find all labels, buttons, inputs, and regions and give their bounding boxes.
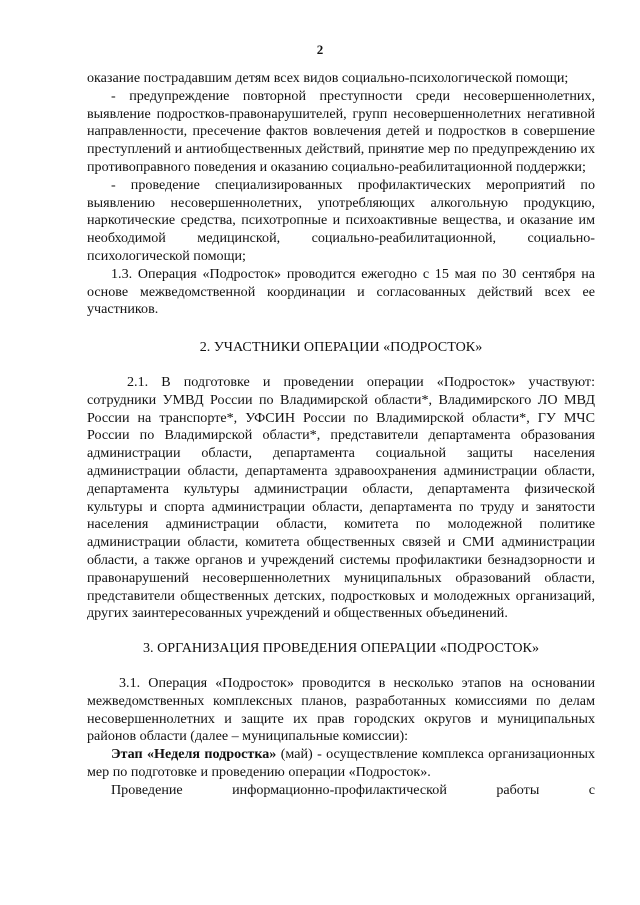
paragraph: 2.1. В подготовке и проведении операции «Подросток» участвуют: сотрудники УМВД России по Владимирской области*, Владимирского ЛО МВД России на транспорте*, УФСИН России по Владимирской области*, ГУ МЧС России по Владимирской области*, представители департамента образования администрации области, департамента социальной защиты населения администрации области, департамента здравоохранения администрации области, департамента культуры администрации области, департамента физической культуры и спорта администрации области, департамента по труду и занятости населения администрации области, комитета по молодежной политике администрации области, комитета общественных связей и СМИ администрации области, а также органов и учреждений системы профилактики безнадзорности и правонарушений несовершеннолетних муниципальных образований области, представители общественных детских, подростковых и молодежных организаций, других заинтересованных учреждений и общественных объединений.: [87, 373, 595, 622]
paragraph: оказание пострадавшим детям всех видов социально-психологической помощи;: [87, 70, 569, 86]
document-body: [87, 70, 595, 799]
page-number: 2: [316, 42, 324, 57]
list-item: - предупреждение повторной преступности среди несовершеннолетних, выявление подростков-правонарушителей, групп несовершеннолетних негативной направленности, пресечение фактов вовлечения детей и подростков в совершение преступлений и антиобщественных действий, принятие мер по предупреждению их противоправного поведения и оказанию социально-реабилитационной поддержки;: [87, 87, 595, 175]
paragraph: 3.1. Операция «Подросток» проводится в несколько этапов на основании межведомственных комплексных планов, разработанных комиссиями по делам несовершеннолетних и защите их прав городских округов и муниципальных районов области (далее – муниципальные комиссии):: [87, 674, 595, 745]
section-heading: 2. УЧАСТНИКИ ОПЕРАЦИИ «ПОДРОСТОК»: [199, 339, 483, 356]
paragraph: [87, 746, 595, 782]
section-heading: 3. ОРГАНИЗАЦИЯ ПРОВЕДЕНИЯ ОПЕРАЦИИ «ПОДРОСТОК»: [142, 640, 539, 657]
list-item: - проведение специализированных профилактических мероприятий по выявлению несовершеннолетних, употребляющих алкогольную продукцию, наркотические средства, психотропные и психоактивные вещества, и оказание им необходимой медицинской, социально-реабилитационной, социально-психологической помощи;: [87, 176, 595, 264]
paragraph: 1.3. Операция «Подросток» проводится ежегодно с 15 мая по 30 сентября на основе межведомственной координации и согласованных действий всех ее участников.: [87, 265, 595, 318]
paragraph: Проведение информационно-профилактической работы с: [111, 781, 595, 798]
stage-title: Этап «Неделя подростка»: [111, 746, 277, 763]
stage-description: (май) - осуществление комплекса организационных мер по подготовке и проведению операции «Подросток».: [87, 746, 595, 780]
